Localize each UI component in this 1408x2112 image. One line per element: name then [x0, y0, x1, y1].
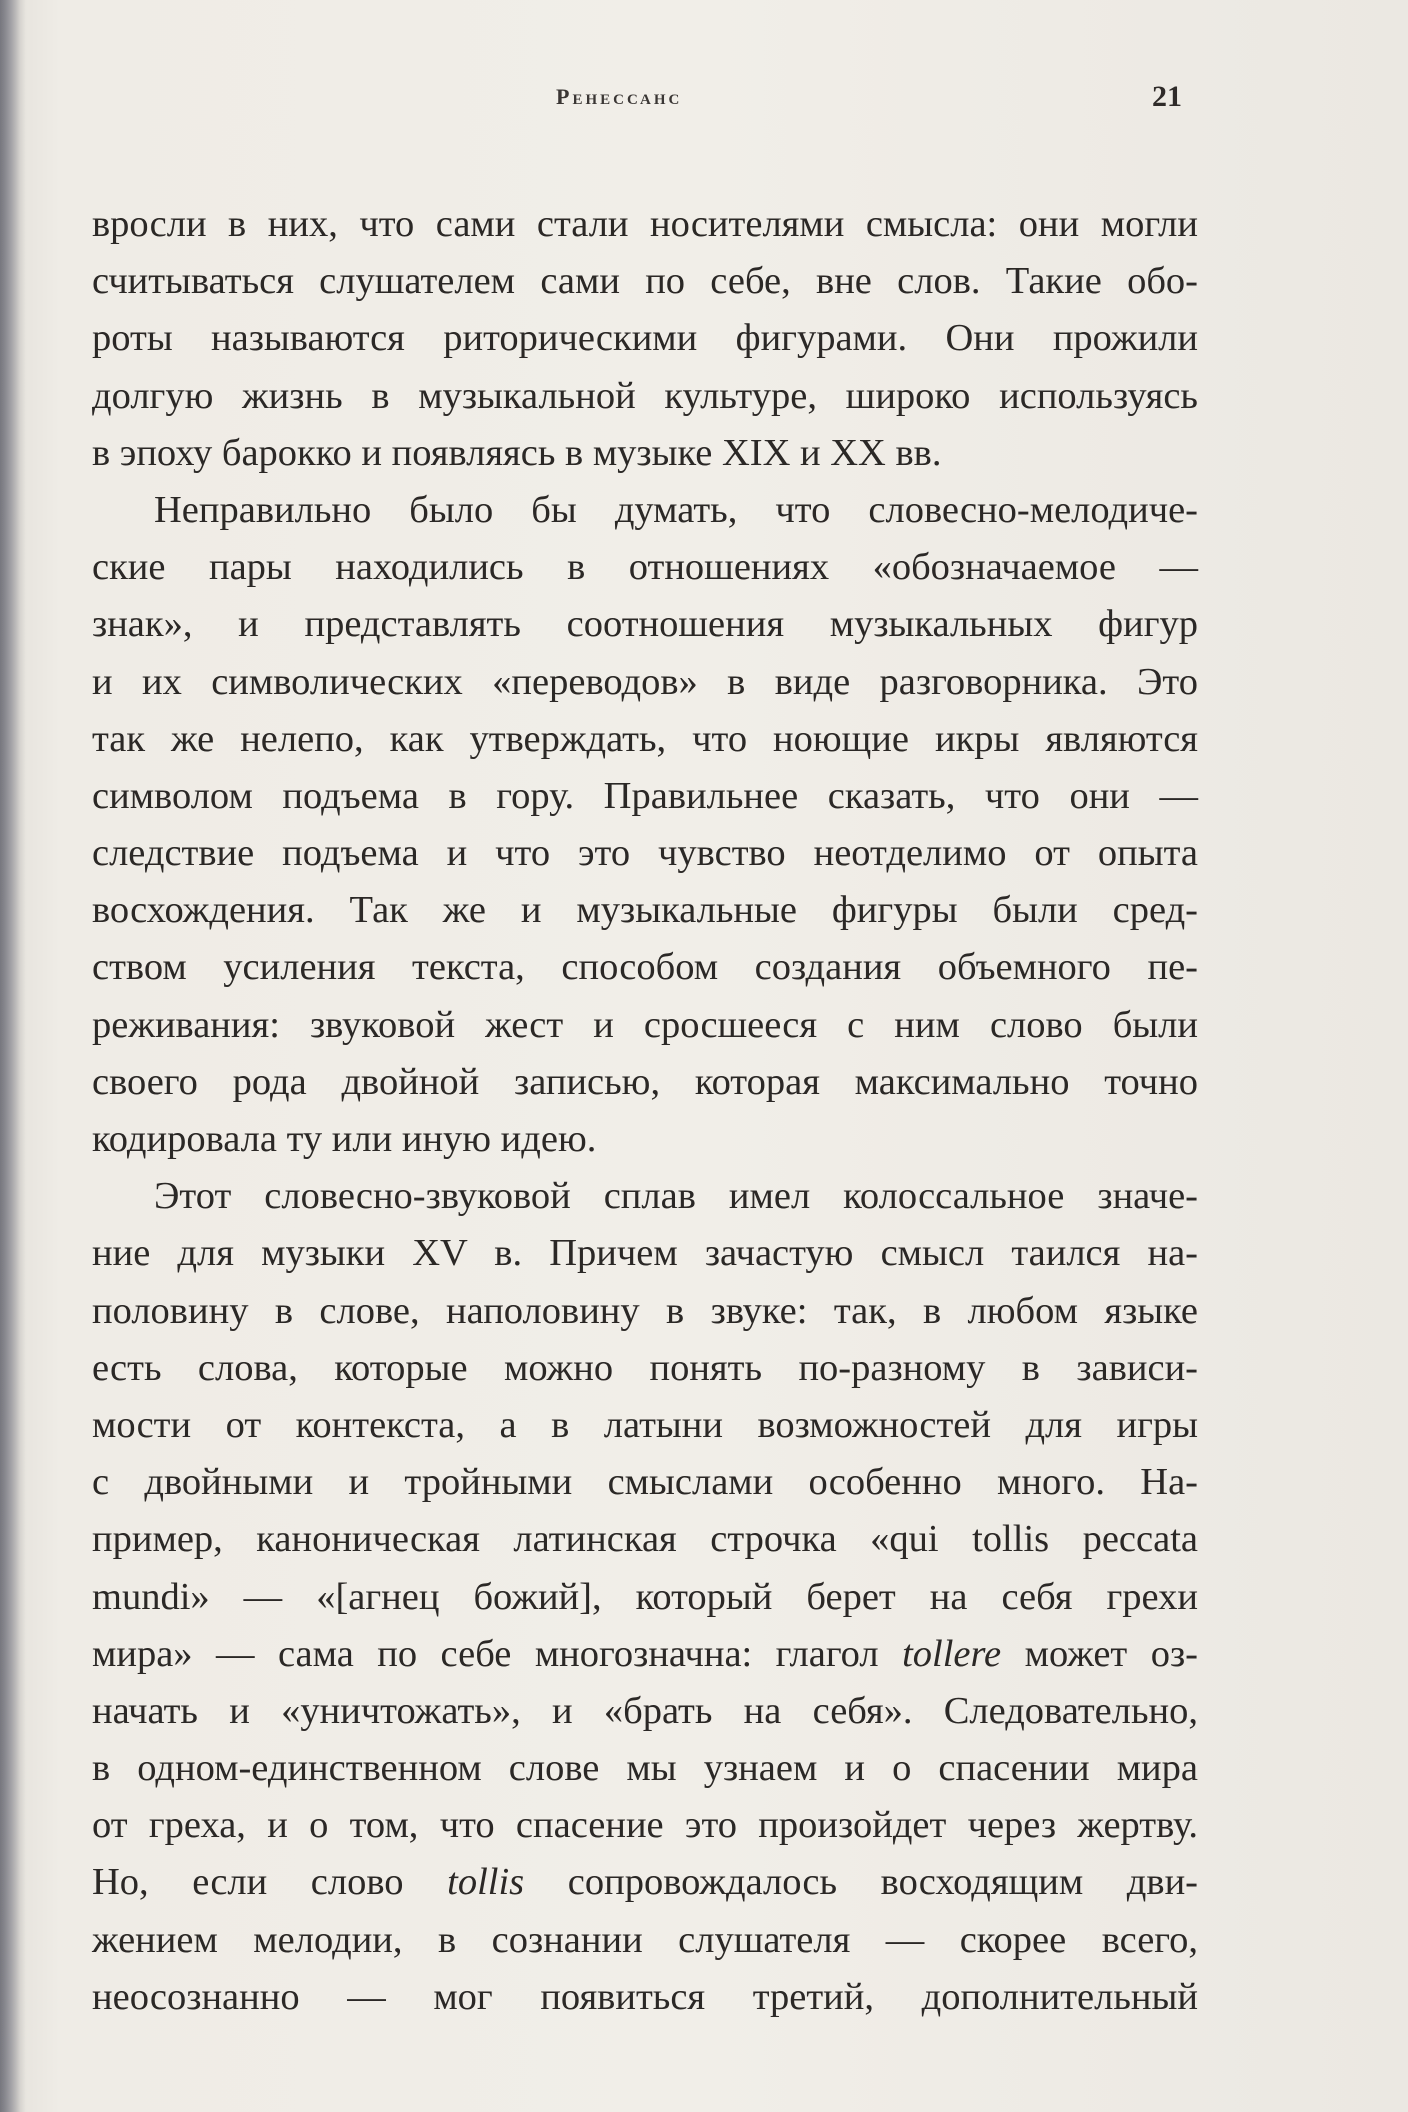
text-line: кодировала ту или иную идею. [92, 1118, 597, 1160]
text-line [92, 1626, 1198, 1683]
text-line: пример, каноническая латинская строчка «qui tollis peccata [92, 1518, 1198, 1561]
text-line: долгую жизнь в музыкальной культуре, широко используясь [92, 374, 1198, 417]
text-line: восхождения. Так же и музыкальные фигуры были сред- [92, 889, 1198, 932]
running-title: Ренессанс [556, 84, 683, 109]
text-run: сопровождалось восходящим дви- [524, 1861, 1198, 1904]
text-line: от греха, и о том, что спасение это произойдет через жертву. [92, 1804, 1198, 1847]
text-line: есть слова, которые можно понять по-разному в зависи- [92, 1346, 1198, 1389]
text-line: Неправильно было бы думать, что словесно-мелодиче- [154, 488, 1198, 531]
text-line [92, 1854, 1198, 1911]
text-line: считываться слушателем сами по себе, вне слов. Такие обо- [92, 260, 1198, 303]
page-number: 21 [1152, 80, 1182, 113]
text-line: ние для музыки XV в. Причем зачастую смысл таился на- [92, 1232, 1198, 1275]
text-line: символом подъема в гору. Правильнее сказать, что они — [92, 774, 1198, 817]
text-line: и их символических «переводов» в виде разговорника. Это [92, 660, 1198, 703]
text-run: может оз- [1001, 1632, 1198, 1675]
text-line: mundi» — «[агнец божий], который берет на себя грехи [92, 1575, 1198, 1618]
text-line: так же нелепо, как утверждать, что ноющие икры являются [92, 717, 1198, 760]
text-line: Этот словесно-звуковой сплав имел колоссальное значе- [154, 1175, 1198, 1218]
italic-term: tollere [902, 1632, 1002, 1675]
body-text [92, 196, 1198, 2026]
text-line: своего рода двойной записью, которая максимально точно [92, 1060, 1198, 1103]
text-line: половину в слове, наполовину в звуке: так, в любом языке [92, 1289, 1198, 1332]
text-line: неосознанно — мог появиться третий, дополнительный [92, 1975, 1198, 2018]
text-line: ские пары находились в отношениях «обозначаемое — [92, 546, 1198, 589]
text-line: ством усиления текста, способом создания объемного пе- [92, 946, 1198, 989]
text-line: вросли в них, что сами стали носителями смысла: они могли [92, 203, 1198, 245]
text-run: мира» — сама по себе многозначна: глагол [92, 1632, 903, 1675]
text-line: в одном-единственном слове мы узнаем и о спасении мира [92, 1747, 1198, 1790]
text-line: жением мелодии, в сознании слушателя — скорее всего, [92, 1918, 1198, 1961]
text-line: мости от контекста, а в латыни возможностей для игры [92, 1403, 1198, 1446]
text-line: роты называются риторическими фигурами. Они прожили [92, 317, 1198, 360]
text-line: с двойными и тройными смыслами особенно много. На- [92, 1461, 1198, 1504]
text-line: реживания: звуковой жест и сросшееся с ним слово были [92, 1003, 1198, 1046]
italic-term: tollis [447, 1861, 525, 1904]
text-line: знак», и представлять соотношения музыкальных фигур [92, 603, 1198, 646]
text-run: Но, если слово [92, 1861, 448, 1904]
text-line: начать и «уничтожать», и «брать на себя». Следовательно, [92, 1689, 1198, 1732]
text-line: следствие подъема и что это чувство неотделимо от опыта [92, 832, 1198, 875]
text-line: в эпоху барокко и появляясь в музыке XIX и XX вв. [92, 431, 942, 474]
